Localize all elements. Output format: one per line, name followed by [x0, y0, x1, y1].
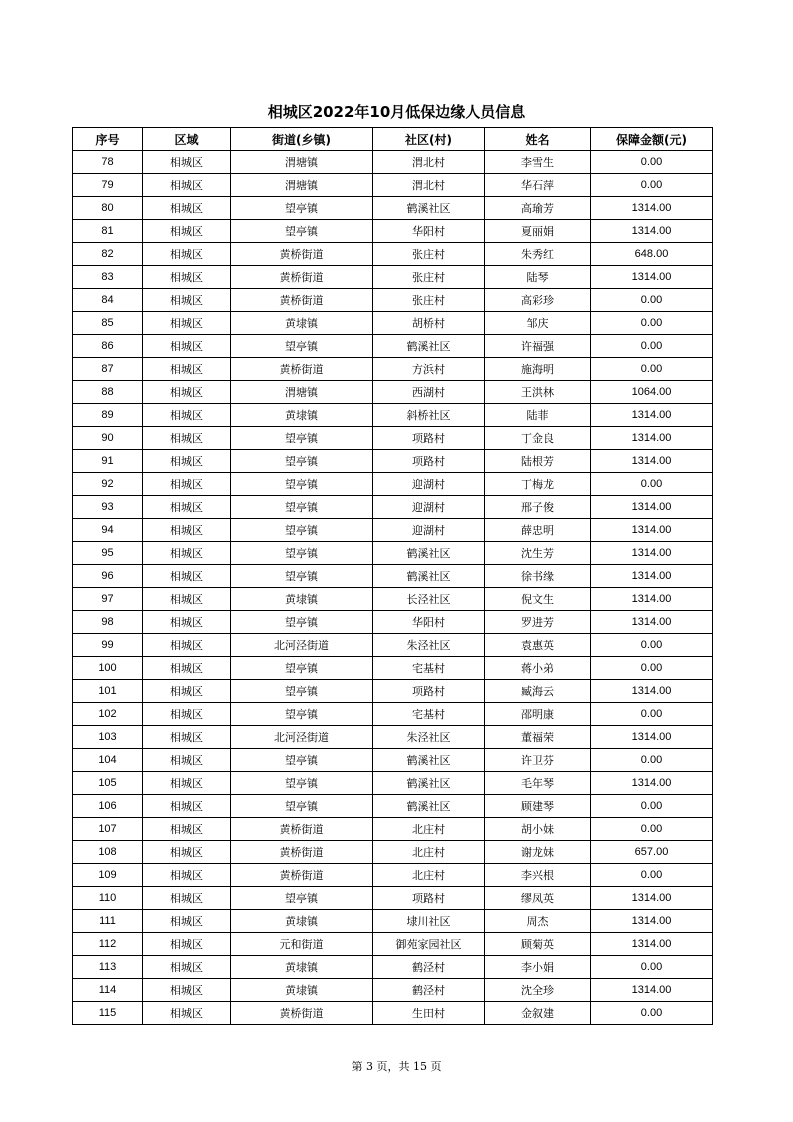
cell-community: 北庄村 — [373, 841, 485, 864]
cell-index: 84 — [73, 289, 143, 312]
cell-community: 渭北村 — [373, 151, 485, 174]
cell-amount: 1314.00 — [591, 887, 713, 910]
cell-street: 北河泾街道 — [231, 726, 373, 749]
cell-community: 方浜村 — [373, 358, 485, 381]
data-table — [72, 127, 713, 1025]
table-row — [73, 358, 713, 381]
table-row — [73, 841, 713, 864]
cell-amount: 1314.00 — [591, 197, 713, 220]
cell-amount: 0.00 — [591, 358, 713, 381]
cell-street: 黄桥街道 — [231, 818, 373, 841]
cell-street: 望亭镇 — [231, 887, 373, 910]
cell-street: 黄埭镇 — [231, 404, 373, 427]
cell-index: 96 — [73, 565, 143, 588]
cell-index: 83 — [73, 266, 143, 289]
cell-amount: 1314.00 — [591, 427, 713, 450]
cell-amount: 1314.00 — [591, 726, 713, 749]
cell-name: 李雪生 — [485, 151, 591, 174]
cell-name: 谢龙妹 — [485, 841, 591, 864]
cell-amount: 0.00 — [591, 174, 713, 197]
cell-index: 101 — [73, 680, 143, 703]
cell-name: 周杰 — [485, 910, 591, 933]
cell-district: 相城区 — [143, 588, 231, 611]
cell-name: 徐书缘 — [485, 565, 591, 588]
cell-index: 97 — [73, 588, 143, 611]
cell-district: 相城区 — [143, 174, 231, 197]
cell-index: 112 — [73, 933, 143, 956]
cell-community: 项路村 — [373, 427, 485, 450]
cell-street: 黄埭镇 — [231, 979, 373, 1002]
cell-index: 113 — [73, 956, 143, 979]
cell-district: 相城区 — [143, 634, 231, 657]
cell-index: 87 — [73, 358, 143, 381]
cell-index: 81 — [73, 220, 143, 243]
cell-street: 黄桥街道 — [231, 1002, 373, 1025]
cell-district: 相城区 — [143, 542, 231, 565]
table-row — [73, 381, 713, 404]
cell-community: 鹤溪社区 — [373, 197, 485, 220]
cell-name: 沈生芳 — [485, 542, 591, 565]
cell-community: 项路村 — [373, 680, 485, 703]
table-row — [73, 887, 713, 910]
cell-name: 丁梅龙 — [485, 473, 591, 496]
cell-amount: 1064.00 — [591, 381, 713, 404]
cell-street: 望亭镇 — [231, 519, 373, 542]
cell-community: 张庄村 — [373, 243, 485, 266]
cell-community: 张庄村 — [373, 289, 485, 312]
header-district: 区域 — [143, 128, 231, 151]
page-footer: 第 3 页，共 15 页 — [351, 1060, 442, 1073]
cell-index: 106 — [73, 795, 143, 818]
cell-community: 宅基村 — [373, 657, 485, 680]
table-row — [73, 496, 713, 519]
header-index: 序号 — [73, 128, 143, 151]
cell-amount: 1314.00 — [591, 611, 713, 634]
cell-district: 相城区 — [143, 611, 231, 634]
cell-index: 115 — [73, 1002, 143, 1025]
cell-index: 78 — [73, 151, 143, 174]
cell-street: 黄桥街道 — [231, 358, 373, 381]
cell-index: 89 — [73, 404, 143, 427]
cell-community: 鹤溪社区 — [373, 335, 485, 358]
cell-index: 90 — [73, 427, 143, 450]
cell-amount: 1314.00 — [591, 496, 713, 519]
cell-community: 项路村 — [373, 887, 485, 910]
cell-index: 107 — [73, 818, 143, 841]
cell-name: 许福强 — [485, 335, 591, 358]
cell-street: 黄桥街道 — [231, 289, 373, 312]
cell-index: 98 — [73, 611, 143, 634]
cell-index: 85 — [73, 312, 143, 335]
cell-district: 相城区 — [143, 151, 231, 174]
cell-district: 相城区 — [143, 726, 231, 749]
cell-name: 李小娟 — [485, 956, 591, 979]
cell-amount: 657.00 — [591, 841, 713, 864]
table-row — [73, 174, 713, 197]
cell-district: 相城区 — [143, 335, 231, 358]
cell-community: 北庄村 — [373, 864, 485, 887]
table-row — [73, 657, 713, 680]
table-header-row — [73, 128, 713, 151]
cell-community: 胡桥村 — [373, 312, 485, 335]
cell-index: 105 — [73, 772, 143, 795]
cell-amount: 0.00 — [591, 795, 713, 818]
cell-community: 迎湖村 — [373, 473, 485, 496]
cell-district: 相城区 — [143, 197, 231, 220]
cell-name: 高彩珍 — [485, 289, 591, 312]
cell-street: 望亭镇 — [231, 703, 373, 726]
cell-name: 邢子俊 — [485, 496, 591, 519]
cell-name: 胡小妹 — [485, 818, 591, 841]
cell-index: 103 — [73, 726, 143, 749]
table-row — [73, 910, 713, 933]
cell-amount: 0.00 — [591, 312, 713, 335]
cell-district: 相城区 — [143, 496, 231, 519]
table-row — [73, 818, 713, 841]
cell-street: 渭塘镇 — [231, 151, 373, 174]
cell-street: 黄桥街道 — [231, 841, 373, 864]
cell-district: 相城区 — [143, 795, 231, 818]
cell-name: 金叙建 — [485, 1002, 591, 1025]
cell-index: 80 — [73, 197, 143, 220]
table-row — [73, 979, 713, 1002]
cell-district: 相城区 — [143, 703, 231, 726]
table-row — [73, 312, 713, 335]
cell-index: 102 — [73, 703, 143, 726]
cell-street: 黄桥街道 — [231, 266, 373, 289]
cell-street: 望亭镇 — [231, 450, 373, 473]
cell-index: 79 — [73, 174, 143, 197]
table-row — [73, 197, 713, 220]
cell-amount: 0.00 — [591, 864, 713, 887]
cell-district: 相城区 — [143, 680, 231, 703]
table-row — [73, 220, 713, 243]
cell-street: 黄埭镇 — [231, 956, 373, 979]
table-row — [73, 956, 713, 979]
page-title: 相城区2022年10月低保边缘人员信息 — [267, 103, 526, 121]
cell-amount: 1314.00 — [591, 772, 713, 795]
cell-index: 104 — [73, 749, 143, 772]
cell-name: 蒋小弟 — [485, 657, 591, 680]
cell-street: 望亭镇 — [231, 749, 373, 772]
cell-amount: 0.00 — [591, 634, 713, 657]
cell-index: 100 — [73, 657, 143, 680]
table-row — [73, 335, 713, 358]
cell-district: 相城区 — [143, 1002, 231, 1025]
header-street: 街道(乡镇) — [231, 128, 373, 151]
cell-district: 相城区 — [143, 381, 231, 404]
cell-community: 迎湖村 — [373, 519, 485, 542]
cell-amount: 0.00 — [591, 1002, 713, 1025]
cell-community: 西湖村 — [373, 381, 485, 404]
cell-amount: 1314.00 — [591, 220, 713, 243]
table-row — [73, 726, 713, 749]
cell-name: 毛年琴 — [485, 772, 591, 795]
table-row — [73, 404, 713, 427]
cell-district: 相城区 — [143, 243, 231, 266]
cell-community: 鹤泾村 — [373, 956, 485, 979]
table-row — [73, 473, 713, 496]
cell-name: 施海明 — [485, 358, 591, 381]
cell-street: 黄桥街道 — [231, 864, 373, 887]
cell-amount: 0.00 — [591, 703, 713, 726]
table-row — [73, 588, 713, 611]
cell-amount: 1314.00 — [591, 588, 713, 611]
cell-community: 鹤泾村 — [373, 979, 485, 1002]
cell-name: 许卫芬 — [485, 749, 591, 772]
cell-name: 华石萍 — [485, 174, 591, 197]
cell-index: 91 — [73, 450, 143, 473]
table-row — [73, 1002, 713, 1025]
table-row — [73, 933, 713, 956]
cell-district: 相城区 — [143, 956, 231, 979]
cell-street: 黄埭镇 — [231, 588, 373, 611]
cell-community: 斜桥社区 — [373, 404, 485, 427]
cell-community: 宅基村 — [373, 703, 485, 726]
cell-amount: 1314.00 — [591, 542, 713, 565]
cell-street: 望亭镇 — [231, 657, 373, 680]
cell-community: 御苑家园社区 — [373, 933, 485, 956]
cell-district: 相城区 — [143, 404, 231, 427]
cell-district: 相城区 — [143, 427, 231, 450]
cell-street: 望亭镇 — [231, 680, 373, 703]
cell-community: 朱泾社区 — [373, 634, 485, 657]
cell-name: 陆菲 — [485, 404, 591, 427]
table-row — [73, 519, 713, 542]
cell-index: 111 — [73, 910, 143, 933]
cell-name: 李兴根 — [485, 864, 591, 887]
table-row — [73, 703, 713, 726]
cell-name: 袁惠英 — [485, 634, 591, 657]
cell-district: 相城区 — [143, 358, 231, 381]
cell-district: 相城区 — [143, 473, 231, 496]
cell-street: 黄埭镇 — [231, 312, 373, 335]
cell-name: 陆根芳 — [485, 450, 591, 473]
cell-amount: 1314.00 — [591, 266, 713, 289]
cell-amount: 1314.00 — [591, 910, 713, 933]
cell-street: 渭塘镇 — [231, 174, 373, 197]
cell-index: 86 — [73, 335, 143, 358]
cell-amount: 0.00 — [591, 289, 713, 312]
cell-district: 相城区 — [143, 266, 231, 289]
cell-street: 渭塘镇 — [231, 381, 373, 404]
cell-street: 望亭镇 — [231, 335, 373, 358]
cell-amount: 1314.00 — [591, 680, 713, 703]
cell-district: 相城区 — [143, 772, 231, 795]
cell-street: 望亭镇 — [231, 496, 373, 519]
cell-community: 长泾社区 — [373, 588, 485, 611]
cell-community: 张庄村 — [373, 266, 485, 289]
cell-community: 渭北村 — [373, 174, 485, 197]
table-row — [73, 151, 713, 174]
cell-name: 缪凤英 — [485, 887, 591, 910]
cell-street: 望亭镇 — [231, 772, 373, 795]
table-row — [73, 243, 713, 266]
table-row — [73, 542, 713, 565]
cell-amount: 1314.00 — [591, 450, 713, 473]
cell-community: 朱泾社区 — [373, 726, 485, 749]
cell-district: 相城区 — [143, 450, 231, 473]
cell-street: 黄桥街道 — [231, 243, 373, 266]
cell-street: 望亭镇 — [231, 611, 373, 634]
cell-name: 顾建琴 — [485, 795, 591, 818]
cell-amount: 0.00 — [591, 151, 713, 174]
cell-community: 鹤溪社区 — [373, 565, 485, 588]
cell-community: 埭川社区 — [373, 910, 485, 933]
cell-community: 华阳村 — [373, 220, 485, 243]
cell-district: 相城区 — [143, 979, 231, 1002]
cell-district: 相城区 — [143, 749, 231, 772]
cell-amount: 0.00 — [591, 749, 713, 772]
cell-district: 相城区 — [143, 841, 231, 864]
cell-district: 相城区 — [143, 933, 231, 956]
cell-community: 华阳村 — [373, 611, 485, 634]
cell-street: 望亭镇 — [231, 542, 373, 565]
cell-name: 高瑜芳 — [485, 197, 591, 220]
table-row — [73, 266, 713, 289]
cell-name: 臧海云 — [485, 680, 591, 703]
table-row — [73, 565, 713, 588]
table-row — [73, 772, 713, 795]
cell-name: 朱秀红 — [485, 243, 591, 266]
header-amount: 保障金额(元) — [591, 128, 713, 151]
cell-district: 相城区 — [143, 312, 231, 335]
table-row — [73, 427, 713, 450]
cell-community: 迎湖村 — [373, 496, 485, 519]
cell-district: 相城区 — [143, 519, 231, 542]
cell-name: 王洪林 — [485, 381, 591, 404]
cell-name: 董福荣 — [485, 726, 591, 749]
cell-amount: 0.00 — [591, 657, 713, 680]
table-row — [73, 450, 713, 473]
cell-index: 114 — [73, 979, 143, 1002]
table-row — [73, 680, 713, 703]
cell-community: 鹤溪社区 — [373, 542, 485, 565]
cell-community: 项路村 — [373, 450, 485, 473]
cell-amount: 1314.00 — [591, 565, 713, 588]
cell-street: 望亭镇 — [231, 565, 373, 588]
cell-name: 邵明康 — [485, 703, 591, 726]
cell-amount: 1314.00 — [591, 519, 713, 542]
cell-district: 相城区 — [143, 887, 231, 910]
cell-index: 92 — [73, 473, 143, 496]
cell-name: 夏丽娟 — [485, 220, 591, 243]
cell-index: 108 — [73, 841, 143, 864]
cell-district: 相城区 — [143, 910, 231, 933]
cell-name: 罗进芳 — [485, 611, 591, 634]
cell-district: 相城区 — [143, 220, 231, 243]
cell-name: 倪文生 — [485, 588, 591, 611]
cell-amount: 0.00 — [591, 473, 713, 496]
cell-amount: 1314.00 — [591, 404, 713, 427]
cell-street: 元和街道 — [231, 933, 373, 956]
cell-district: 相城区 — [143, 818, 231, 841]
cell-index: 99 — [73, 634, 143, 657]
cell-index: 95 — [73, 542, 143, 565]
cell-community: 鹤溪社区 — [373, 772, 485, 795]
cell-street: 黄埭镇 — [231, 910, 373, 933]
cell-index: 88 — [73, 381, 143, 404]
table-row — [73, 864, 713, 887]
cell-community: 鹤溪社区 — [373, 749, 485, 772]
table-body — [73, 151, 713, 1025]
table-row — [73, 795, 713, 818]
table-row — [73, 749, 713, 772]
cell-name: 陆琴 — [485, 266, 591, 289]
cell-index: 82 — [73, 243, 143, 266]
cell-amount: 1314.00 — [591, 933, 713, 956]
cell-index: 110 — [73, 887, 143, 910]
cell-street: 望亭镇 — [231, 197, 373, 220]
table-row — [73, 289, 713, 312]
cell-district: 相城区 — [143, 565, 231, 588]
cell-name: 丁金良 — [485, 427, 591, 450]
table-row — [73, 611, 713, 634]
cell-district: 相城区 — [143, 289, 231, 312]
cell-street: 望亭镇 — [231, 220, 373, 243]
cell-amount: 648.00 — [591, 243, 713, 266]
cell-amount: 0.00 — [591, 335, 713, 358]
cell-index: 109 — [73, 864, 143, 887]
header-community: 社区(村) — [373, 128, 485, 151]
cell-index: 94 — [73, 519, 143, 542]
cell-community: 生田村 — [373, 1002, 485, 1025]
cell-name: 沈全珍 — [485, 979, 591, 1002]
cell-district: 相城区 — [143, 864, 231, 887]
cell-amount: 0.00 — [591, 818, 713, 841]
cell-street: 望亭镇 — [231, 473, 373, 496]
cell-community: 北庄村 — [373, 818, 485, 841]
header-name: 姓名 — [485, 128, 591, 151]
table-row — [73, 634, 713, 657]
cell-street: 望亭镇 — [231, 795, 373, 818]
cell-name: 邹庆 — [485, 312, 591, 335]
cell-amount: 0.00 — [591, 956, 713, 979]
cell-district: 相城区 — [143, 657, 231, 680]
cell-amount: 1314.00 — [591, 979, 713, 1002]
cell-street: 北河泾街道 — [231, 634, 373, 657]
cell-community: 鹤溪社区 — [373, 795, 485, 818]
cell-index: 93 — [73, 496, 143, 519]
cell-street: 望亭镇 — [231, 427, 373, 450]
cell-name: 顾菊英 — [485, 933, 591, 956]
cell-name: 薛忠明 — [485, 519, 591, 542]
